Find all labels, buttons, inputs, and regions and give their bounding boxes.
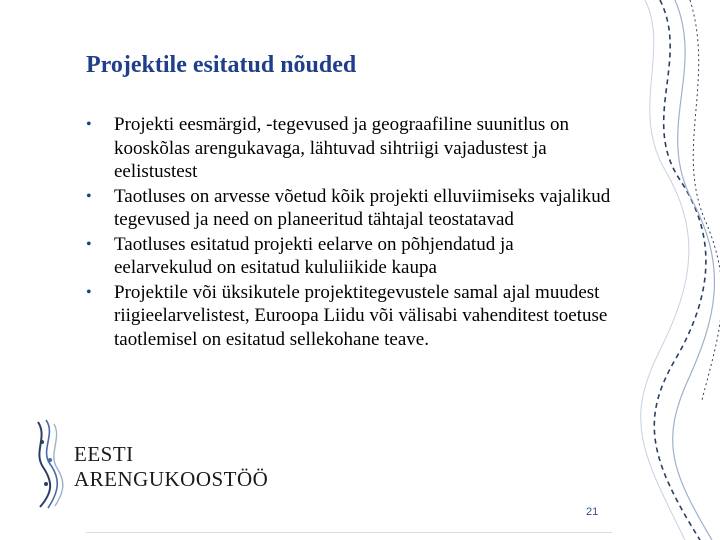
estonian-development-cooperation-logo (28, 412, 288, 512)
logo-text-line2: ARENGUKOOSTÖÖ (74, 467, 269, 491)
page-number: 21 (586, 506, 599, 518)
list-item-text: Taotluses esitatud projekti eelarve on põhjendatud ja eelarvekulud on esitatud kululiikide kaupa (114, 233, 514, 278)
bullet-icon: • (86, 116, 92, 133)
logo-emblem-icon (28, 412, 78, 512)
bullet-icon: • (86, 235, 92, 253)
logo-text-line1: EESTI (74, 442, 134, 466)
decorative-swirl-lines (620, 0, 720, 540)
list-item (86, 113, 616, 184)
list-item-text: Projekti eesmärgid, -tegevused ja geograafiline suunitlus on kooskõlas arengukavaga, lähtuvad sihtriigi vajadustest ja eelistustest (114, 114, 570, 182)
bullet-icon: • (86, 283, 92, 301)
footer-divider (86, 532, 612, 533)
list-item (86, 281, 616, 352)
list-item (86, 233, 616, 280)
slide-title: Projektile esitatud nõuded (86, 52, 357, 78)
bullet-icon: • (86, 187, 92, 205)
list-item-text: Projektile või üksikutele projektitegevustele samal ajal muudest riigieelarvelistest, Euroopa Liidu või välisabi vahenditest toetuse taotlemisel on esitatud sellekohane teave. (114, 281, 608, 350)
list-item (86, 185, 616, 232)
list-item-text: Taotluses on arvesse võetud kõik projekti elluviimiseks vajalikud tegevused ja need on planeeritud tähtajal teostatavad (114, 185, 611, 230)
requirements-list (86, 113, 616, 352)
